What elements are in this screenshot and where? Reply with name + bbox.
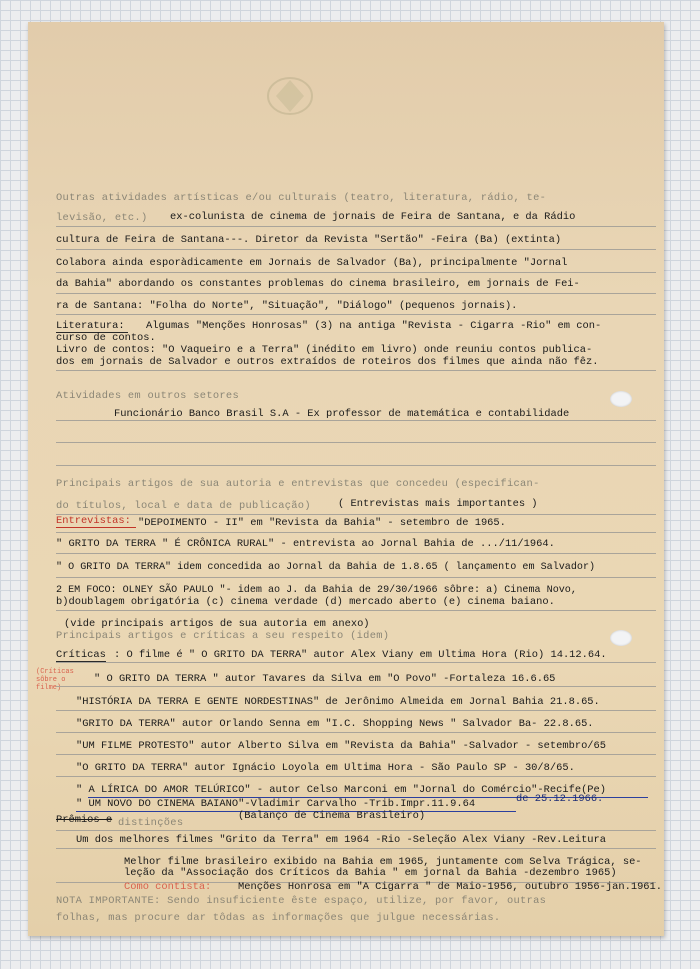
form-rule — [56, 293, 656, 294]
question-concursos: Como contista: — [124, 881, 212, 893]
form-rule — [56, 553, 656, 554]
distincao-2: Melhor filme brasileiro exibido na Bahia em 1965, juntamente com Selva Trágica, se- — [124, 856, 642, 868]
answer-setores: Funcionário Banco Brasil S.A - Ex professor de matemática e contabilidade — [114, 408, 570, 420]
critica-2: " O GRITO DA TERRA " autor Tavares da Silva em "O Povo" -Fortaleza 16.6.65 — [94, 673, 556, 685]
literatura-line1: Algumas "Menções Honrosas" (3) na antiga "Revista - Cigarra -Rio" em con- — [146, 320, 602, 332]
form-rule — [56, 732, 656, 733]
form-rule — [56, 442, 656, 443]
premios-strike: Prêmios e — [56, 814, 113, 826]
literatura-line2: curso de contos. — [56, 332, 156, 344]
distincao-1: Um dos melhores filmes "Grito da Terra" em 1964 -Rio -Seleção Alex Viany -Rev.Leitura — [76, 834, 607, 846]
form-rule — [56, 249, 656, 250]
question-outras-line2: levisão, etc.) — [56, 212, 148, 224]
entrevistas-header: ( Entrevistas mais importantes ) — [338, 498, 538, 510]
concurso-answer: Menções Honrosa em "A Cigarra " de Maio-1956, outubro 1956-jan.1961. — [238, 881, 663, 893]
critica-5: "UM FILME PROTESTO" autor Alberto Silva em "Revista da Bahia" -Salvador - setembro/65 — [76, 740, 607, 752]
nota-line1: NOTA IMPORTANTE: Sendo insuficiente êste espaço, utilize, por favor, outras — [56, 895, 547, 907]
entrevista-5: b)doublagem obrigatória (c) cinema verdade (d) mercado aberto (e) cinema baiano. — [56, 596, 555, 608]
document-page — [28, 22, 664, 936]
form-rule — [56, 314, 656, 315]
form-rule — [56, 610, 656, 611]
question-atividades: Atividades em outros setores — [56, 390, 239, 402]
answer-outras-line1: ex-colunista de cinema de jornais de Feira de Santana, e da Rádio — [170, 211, 576, 223]
critica-7: " A LÍRICA DO AMOR TELÚRICO" - autor Celso Marconi em "Jornal do Comércio"-Recife(Pe) — [76, 784, 607, 796]
critica-6: "O GRITO DA TERRA" autor Ignácio Loyola em Ultima Hora - São Paulo SP - 30/8/65. — [76, 762, 575, 774]
distincao-3: leção da "Associação dos Críticos da Bahia " em jornal da Bahia -dezembro 1965) — [124, 867, 617, 879]
critica-3: "HISTÓRIA DA TERRA E GENTE NORDESTINAS" de Jerônimo Almeida em Jornal Bahia 21.8.65. — [76, 696, 600, 708]
criticas-label: Críticas — [56, 649, 106, 661]
form-rule — [56, 465, 656, 466]
answer-outras-line3: Colabora ainda esporàdicamente em Jornais de Salvador (Ba), principalmente "Jornal — [56, 257, 568, 269]
entrevista-2: " GRITO DA TERRA " É CRÔNICA RURAL" - entrevista ao Jornal Bahia de .../11/1964. — [56, 538, 555, 550]
balanco-note: (Balanço de Cinema Brasileiro) — [238, 810, 426, 822]
answer-outras-line2: cultura de Feira de Santana---. Diretor da Revista "Sertão" -Feira (Ba) (extinta) — [56, 234, 562, 246]
question-artigos-line2: do títulos, local e data de publicação) — [56, 500, 311, 512]
question-artigos-line1: Principais artigos de sua autoria e entrevistas que concedeu (especifican- — [56, 478, 540, 490]
answer-outras-line4: da Bahia" abordando os constantes problemas do cinema brasileiro, em jornais de Fei- — [56, 278, 580, 290]
criticas-side-note: (Críticas sôbre o filme) — [36, 668, 74, 692]
form-rule — [56, 710, 656, 711]
entrevista-3: " O GRITO DA TERRA" idem concedida ao Jornal da Bahia de 1.8.65 ( lançamento em Salvador) — [56, 562, 596, 573]
form-rule — [56, 662, 656, 663]
literatura-line4: dos em jornais de Salvador e outros extraídos de roteiros dos filmes que ainda não fêz. — [56, 356, 599, 368]
critica-4: "GRITO DA TERRA" autor Orlando Senna em "I.C. Shopping News " Salvador Ba- 22.8.65. — [76, 718, 594, 730]
answer-outras-line5: ra de Santana: "Folha do Norte", "Situação", "Diálogo" (pequenos jornais). — [56, 300, 518, 312]
form-rule — [56, 514, 656, 515]
form-rule — [56, 370, 656, 371]
literatura-label: Literatura: — [56, 320, 125, 332]
form-rule — [56, 226, 656, 227]
form-rule — [56, 830, 656, 831]
question-outras-line1: Outras atividades artísticas e/ou culturais (teatro, literatura, rádio, te- — [56, 192, 547, 204]
critica-1: : O filme é " O GRITO DA TERRA" autor Alex Viany em Ultima Hora (Rio) 14.12.64. — [114, 649, 607, 661]
entrevista-1: "DEPOIMENTO - II" em "Revista da Bahia" - setembro de 1965. — [138, 517, 506, 529]
form-rule — [56, 754, 656, 755]
form-rule — [56, 532, 656, 533]
form-rule — [56, 848, 656, 849]
punch-hole — [610, 391, 632, 407]
form-rule — [56, 420, 656, 421]
question-distincoes: distinções — [118, 817, 184, 829]
coat-of-arms-seal — [262, 74, 318, 118]
entrevista-6: (vide principais artigos de sua autoria em anexo) — [64, 618, 370, 630]
punch-hole — [610, 630, 632, 646]
entrevista-4: 2 EM FOCO: OLNEY SÃO PAULO "- idem ao J. da Bahia de 29/30/1966 sôbre: a) Cinema Novo, — [56, 585, 577, 596]
form-rule — [56, 272, 656, 273]
literatura-line3: Livro de contos: "O Vaqueiro e a Terra" (inédito em livro) onde reuniu contos publica- — [56, 344, 593, 356]
entrevistas-label: Entrevistas: — [56, 515, 131, 527]
form-rule — [56, 776, 656, 777]
critica-8: " UM NOVO DO CINEMA BAIANO"-Vladimir Carvalho -Trib.Impr.11.9.64 — [76, 798, 476, 810]
critica-7-date: de 25.12.1966. — [516, 793, 604, 805]
form-rule — [56, 577, 656, 578]
entrevistas-underline — [56, 527, 136, 528]
question-criticas: Principais artigos e críticas a seu respeito (idem) — [56, 630, 390, 642]
nota-line2: folhas, mas procure dar tôdas as informações que julgue necessárias. — [56, 912, 501, 924]
form-rule — [56, 686, 656, 687]
